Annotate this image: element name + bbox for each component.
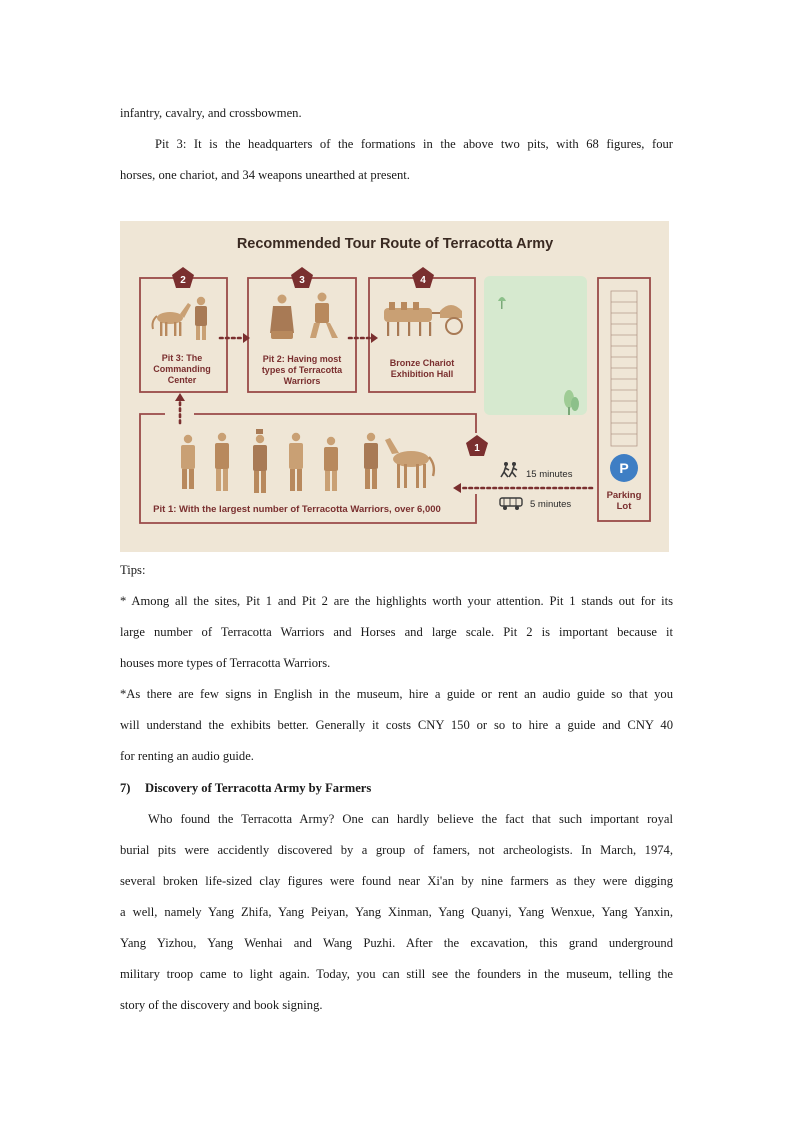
parking-label: Parking [606,490,642,501]
tip-text: will understand the exhibits better. Generally it costs CNY 150 or so to hire a guide and CNY 40 [120,718,673,732]
paragraph-line: Yang Yizhou, Yang Wenhai and Wang Puzhi. After the excavation, this grand underground [120,936,673,950]
tip-text: houses more types of Terracotta Warriors. [120,656,331,670]
pit3-description-line: horses, one chariot, and 34 weapons unearthed at present. [120,168,410,182]
section-number: 7) [120,781,131,795]
tip-text: large number of Terracotta Warriors and Horses and large scale. Pit 2 is important because it [120,625,673,639]
pit3-label: Commanding [153,364,211,374]
bus-time: 5 minutes [530,499,572,510]
pit3-description-line: Pit 3: It is the headquarters of the formations in the above two pits, with 68 figures, four [155,137,673,151]
paragraph-line: burial pits were accidently discovered by a group of famers, not archeologists. In March, 1974, [120,843,673,857]
map-title: Recommended Tour Route of Terracotta Army [236,236,554,252]
walk-time: 15 minutes [526,469,573,480]
pit3-label: Center [167,375,197,385]
pit3-label: Pit 3: The [161,353,203,363]
chariot-hall-label: Bronze Chariot [389,358,455,368]
paragraph-line: military troop came to light again. Today, you can still see the founders in the museum, telling the [120,967,673,981]
svg-text:1: 1 [474,443,480,454]
parking-label: Lot [616,501,632,512]
paragraph-line: Who found the Terracotta Army? One can hardly believe the fact that such important royal [148,812,673,826]
svg-text:3: 3 [299,275,305,286]
paragraph-line: several broken life-sized clay figures were found near Xi'an by nine farmers as they were digging [120,874,673,888]
green-area [484,276,587,415]
paragraph-line: a well, namely Yang Zhifa, Yang Peiyan, Yang Xinman, Yang Quanyi, Yang Wenxue, Yang Yanxin, [120,905,673,919]
tip-text: * Among all the sites, Pit 1 and Pit 2 are the highlights worth your attention. Pit 1 stands out for its [120,594,673,608]
parking-icon [610,454,638,482]
section-heading [120,778,673,798]
tips-label: Tips: [120,563,146,577]
tour-route-map [120,221,669,552]
intro-line: infantry, cavalry, and crossbowmen. [120,106,302,120]
paragraph-line: story of the discovery and book signing. [120,998,323,1012]
svg-text:4: 4 [420,275,426,286]
section-title: Discovery of Terracotta Army by Farmers [145,781,372,795]
pit2-label: Warriors [283,376,321,386]
tip-text: for renting an audio guide. [120,749,254,763]
svg-text:P: P [619,460,629,476]
svg-text:2: 2 [180,275,186,286]
pit2-label: Pit 2: Having most [262,354,342,364]
pit1-label: Pit 1: With the largest number of Terracotta Warriors, over 6,000 [153,504,441,515]
tip-text: *As there are few signs in English in the museum, hire a guide or rent an audio guide so that you [120,687,673,701]
chariot-hall-label: Exhibition Hall [390,369,454,379]
pit2-label: types of Terracotta [261,365,343,375]
